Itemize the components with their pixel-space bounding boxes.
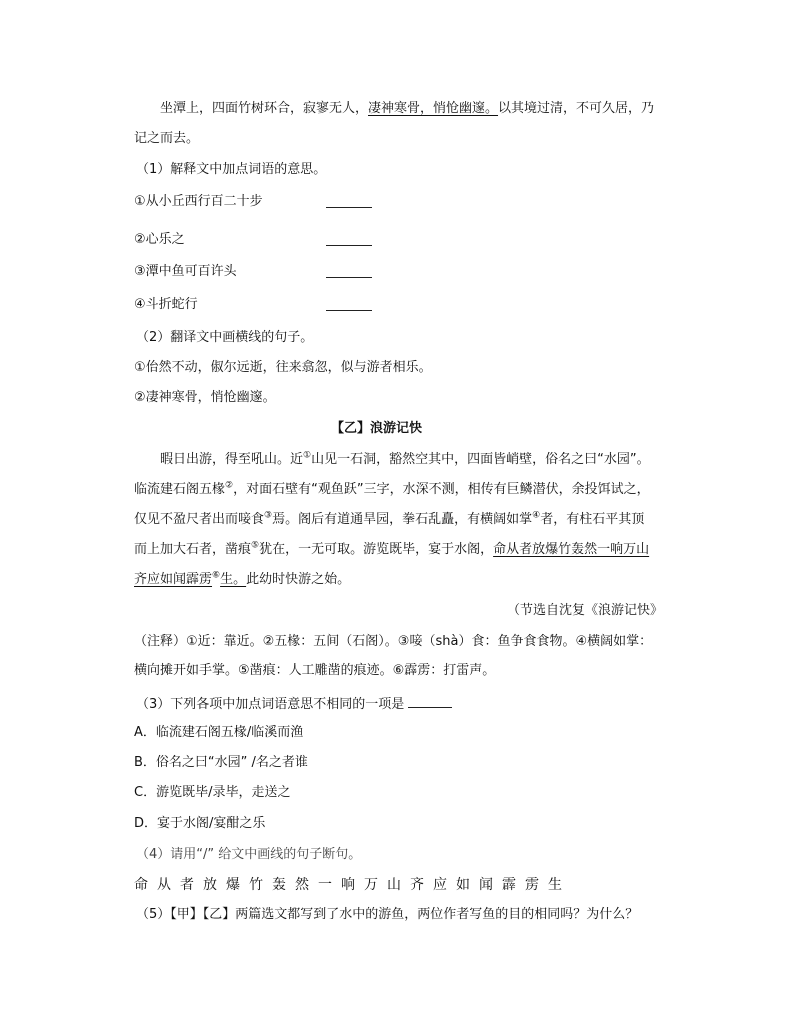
question-2-sentence: ①佁然不动，俶尔远逝，往来翕忽，似与游者相乐。 [134, 360, 432, 375]
passage-yi-line-3: 仅见不盈尺者出而唼食③焉。阁后有道通旱园，拳石乱矗，有横阔如掌④者，有柱石平其顶 [134, 510, 645, 527]
footnote-marker: ① [303, 450, 312, 461]
answer-blank[interactable] [326, 193, 372, 214]
question-1-item: ②心乐之 [134, 232, 185, 247]
passage-yi-line-5: 齐应如闻霹雳⑥生。此幼时快游之始。 [134, 570, 351, 587]
footnote-marker: ⑤ [251, 540, 260, 551]
answer-blank[interactable] [326, 263, 372, 284]
question-4-label: （4）请用“/” 给文中画线的句子断句。 [136, 847, 362, 862]
underlined-sentence: 齐应如闻霹雳 [134, 572, 213, 587]
passage-jia-line-1 [160, 100, 654, 118]
passage-yi-title: 【乙】浪游记快 [331, 421, 423, 436]
underlined-sentence: 生。 [220, 572, 247, 587]
passage-yi-line-4: 而上加大石者，凿痕⑤犹在，一无可取。游览既毕，宴于水阁，命从者放爆竹轰然一响万山 [134, 540, 650, 557]
question-1-item: ④斗折蛇行 [134, 297, 198, 312]
question-2-label: （2）翻译文中画横线的句子。 [136, 330, 314, 345]
passage-yi-line-1: 暇日出游，得至吼山。近①山见一石洞，豁然空其中，四面皆峭壁，俗名之曰“水园”。 [160, 450, 650, 467]
passage-yi-line-2: 临流建石阁五椽②，对面石壁有“观鱼跃”三字，水深不测，相传有巨鳞潜伏，余投饵试之， [134, 480, 650, 497]
question-1-item: ①从小丘西行百二十步 [134, 194, 263, 209]
question-1-item: ③潭中鱼可百许头 [134, 264, 237, 279]
answer-blank[interactable] [326, 231, 372, 252]
underlined-sentence: 凄神寒骨，悄怆幽邃。 [368, 101, 499, 116]
option-c: C．游览既毕/录毕，走送之 [134, 785, 291, 800]
footnote-marker: ⑥ [212, 570, 221, 581]
question-4-sentence: 命从者放爆竹轰然一响万山齐应如闻霹雳生 [134, 877, 571, 893]
option-a: A．临流建石阁五椽/临溪而渔 [134, 725, 304, 740]
footnote-marker: ③ [264, 510, 273, 521]
footnote-marker: ④ [532, 510, 541, 521]
option-d: D．宴于水阁/宴酣之乐 [134, 816, 266, 831]
passage-text: 坐潭上，四面竹树环合，寂寥无人， [160, 101, 369, 116]
footnote-marker: ② [225, 480, 234, 491]
question-1-label: （1）解释文中加点词语的意思。 [136, 162, 327, 177]
option-b: B．俗名之曰“水园” /名之者谁 [134, 755, 308, 770]
passage-jia-line-2: 记之而去。 [134, 131, 200, 146]
underlined-sentence: 命从者放爆竹轰然一响万山 [493, 542, 650, 557]
answer-blank[interactable] [408, 693, 452, 708]
question-5-label: （5）【甲】【乙】两篇选文都写到了水中的游鱼，两位作者写鱼的目的相同吗？为什么？ [136, 907, 639, 922]
source-citation: （节选自沈复《浪游记快》 [507, 603, 664, 618]
answer-blank[interactable] [326, 296, 372, 317]
passage-text: 以其境过清，不可久居，乃 [498, 101, 655, 116]
question-2-sentence: ②凄神寒骨，悄怆幽邃。 [134, 390, 276, 405]
question-3-label: （3）下列各项中加点词语意思不相同的一项是 [136, 693, 452, 714]
annotation-line-1: （注释）①近：靠近。②五椽：五间（石阁）。③唼（shà）食：鱼争食食物。④横阔如掌： [134, 634, 653, 649]
annotation-line-2: 横向摊开如手掌。⑤凿痕：人工雕凿的痕迹。⑥霹雳：打雷声。 [134, 663, 496, 678]
